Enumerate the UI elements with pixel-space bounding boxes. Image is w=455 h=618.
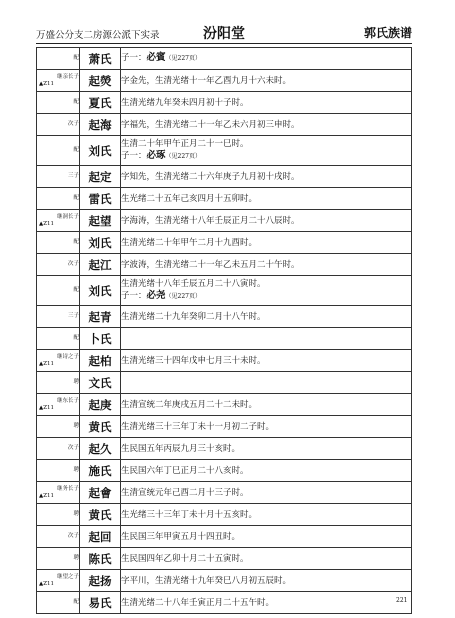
birth-record: 生清光绪三十四年戊申七月三十未时。: [121, 355, 266, 366]
person-details: [121, 136, 412, 166]
relation-cell: [37, 114, 80, 136]
person-name: 起回: [80, 526, 121, 548]
relation-cell: [37, 592, 80, 614]
relation-label: 继诗之子: [56, 354, 79, 360]
birth-record: 生民国五年丙辰九月三十亥时。: [121, 443, 241, 454]
birth-record: 字波涛，生清光绪二十一年乙未五月二十午时。: [121, 259, 300, 270]
birth-record: 生民国四年乙卯十月二十五寅时。: [121, 553, 249, 564]
relation-cell: [37, 438, 80, 460]
son-name: 必琢: [146, 150, 166, 161]
relation-cell: [37, 482, 80, 504]
genealogy-row: [37, 526, 412, 548]
person-details: [121, 276, 412, 306]
person-name: 雷氏: [80, 188, 121, 210]
person-name: 起柏: [80, 350, 121, 372]
son-record: [121, 290, 411, 303]
person-details: [121, 416, 412, 438]
person-name: 陈氏: [80, 548, 121, 570]
genealogy-row: [37, 48, 412, 70]
relation-cell: [37, 254, 80, 276]
birth-record: 生清光绪九年癸未四月初十子时。: [121, 97, 249, 108]
genealogy-row: [37, 416, 412, 438]
genealogy-row: [37, 328, 412, 350]
genealogy-row: [37, 570, 412, 592]
person-name: 起會: [80, 482, 121, 504]
birth-record: 字海涛，生清光绪十八年壬辰正月二十八辰时。: [121, 215, 300, 226]
relation-cell: [37, 570, 80, 592]
relation-cell: [37, 276, 80, 306]
relation-label: 次子: [67, 445, 79, 452]
genealogy-row: [37, 136, 412, 166]
relation-cell: [37, 504, 80, 526]
relation-cell: [37, 232, 80, 254]
birth-record: 生清光绪二十年甲午二月十九酉时。: [121, 237, 258, 248]
person-name: 黄氏: [80, 416, 121, 438]
person-name: 卜氏: [80, 328, 121, 350]
relation-label: 三子: [67, 313, 79, 320]
genealogy-row: [37, 394, 412, 416]
person-name: 文氏: [80, 372, 121, 394]
son-name: 必尧: [146, 290, 166, 301]
page-number: 221: [396, 597, 408, 604]
page-reference: （见227页）: [165, 153, 201, 160]
relation-label: 聘: [73, 555, 79, 562]
person-details: [121, 188, 412, 210]
genealogy-row: [37, 438, 412, 460]
person-name: 起望: [80, 210, 121, 232]
relation-label: 配: [73, 335, 79, 342]
relation-label: 继东长子: [56, 398, 79, 404]
relation-label: 次子: [67, 121, 79, 128]
lineage-ref: ▲Z11: [39, 80, 55, 87]
relation-cell: [37, 460, 80, 482]
person-details: [121, 460, 412, 482]
person-details: [121, 438, 412, 460]
person-name: 起海: [80, 114, 121, 136]
genealogy-row: [37, 592, 412, 614]
son-prefix: 子一：: [121, 53, 147, 63]
birth-record: 生清光绪三十三年丁未十一月初二子时。: [121, 421, 275, 432]
son-name: 必賓: [146, 52, 166, 63]
person-name: 起青: [80, 306, 121, 328]
person-details: [121, 526, 412, 548]
genealogy-row: [37, 482, 412, 504]
birth-record: 生光绪三十三年丁未十月十五亥时。: [121, 509, 258, 520]
birth-record: 生清光绪十八年壬辰五月二十八寅时。: [121, 279, 266, 289]
birth-record: 字福先，生清光绪二十一年乙未六月初三申时。: [121, 119, 300, 130]
birth-record: 生清光绪二十九年癸卯二月十八午时。: [121, 311, 266, 322]
genealogy-row: [37, 166, 412, 188]
genealogy-row: [37, 350, 412, 372]
relation-cell: [37, 372, 80, 394]
person-details: [121, 350, 412, 372]
relation-label: 配: [73, 99, 79, 106]
person-details: [121, 504, 412, 526]
relation-label: 继亲长子: [56, 74, 79, 80]
page-reference: （见227页）: [165, 55, 201, 62]
person-details: [121, 328, 412, 350]
relation-cell: [37, 416, 80, 438]
header-hall-name: 汾阳堂: [203, 26, 245, 42]
header-divider: [36, 43, 412, 44]
relation-label: 聘: [73, 511, 79, 518]
relation-label: 聘: [73, 423, 79, 430]
relation-cell: [37, 92, 80, 114]
header-lineage-title: 万盛公分支二房源公派下实录: [36, 30, 160, 41]
relation-label: 次子: [67, 533, 79, 540]
relation-label: 配: [73, 195, 79, 202]
relation-cell: [37, 188, 80, 210]
relation-label: 配: [73, 599, 79, 606]
birth-record: 字金先，生清光绪十一年乙酉九月十六未时。: [121, 75, 292, 86]
relation-label: 继洞长子: [56, 214, 79, 220]
person-name: 夏氏: [80, 92, 121, 114]
person-details: [121, 48, 412, 70]
person-details: [121, 592, 412, 614]
relation-cell: [37, 136, 80, 166]
lineage-ref: ▲Z11: [39, 220, 55, 227]
relation-cell: [37, 48, 80, 70]
person-name: 起江: [80, 254, 121, 276]
person-details: [121, 92, 412, 114]
genealogy-row: [37, 276, 412, 306]
genealogy-row: [37, 232, 412, 254]
person-name: 黄氏: [80, 504, 121, 526]
relation-cell: [37, 306, 80, 328]
relation-cell: [37, 526, 80, 548]
lineage-ref: ▲Z11: [39, 580, 55, 587]
birth-record: 生清光绪二十八年壬寅正月二十五午时。: [121, 597, 275, 608]
relation-label: 配: [73, 55, 79, 62]
birth-record: 生光绪二十五年己亥四月十五卯时。: [121, 193, 258, 204]
son-prefix: 子一：: [121, 151, 147, 161]
person-details: [121, 306, 412, 328]
person-name: 起定: [80, 166, 121, 188]
person-name: 萧氏: [80, 48, 121, 70]
lineage-ref: ▲Z11: [39, 360, 55, 367]
son-record: [121, 52, 411, 65]
birth-record: 字平川，生清光绪十九年癸巳八月初五辰时。: [121, 575, 292, 586]
person-details: [121, 232, 412, 254]
person-name: 刘氏: [80, 232, 121, 254]
person-name: 施氏: [80, 460, 121, 482]
relation-cell: [37, 394, 80, 416]
genealogy-row: [37, 254, 412, 276]
genealogy-row: [37, 504, 412, 526]
birth-record: 字知先，生清光绪二十六年庚子九月初十戌时。: [121, 171, 300, 182]
genealogy-row: [37, 114, 412, 136]
birth-record: 生民国六年丁巳正月二十八亥时。: [121, 465, 249, 476]
genealogy-row: [37, 460, 412, 482]
page-header: [36, 22, 412, 42]
person-details: [121, 372, 412, 394]
genealogy-row: [37, 306, 412, 328]
person-details: [121, 570, 412, 592]
genealogy-row: [37, 188, 412, 210]
person-details: [121, 394, 412, 416]
son-prefix: 子一：: [121, 291, 147, 301]
person-name: 刘氏: [80, 136, 121, 166]
genealogy-row: [37, 372, 412, 394]
person-name: 起扬: [80, 570, 121, 592]
header-book-title: 郭氏族谱: [363, 26, 412, 40]
relation-cell: [37, 70, 80, 92]
relation-label: 继望之子: [56, 574, 79, 580]
relation-label: 配: [73, 147, 79, 154]
relation-cell: [37, 166, 80, 188]
birth-record: 生清宣统元年己酉二月十三子时。: [121, 487, 249, 498]
birth-record: 生民国三年甲寅五月十四丑时。: [121, 531, 241, 542]
relation-label: 次子: [67, 261, 79, 268]
relation-label: 配: [73, 239, 79, 246]
person-details: [121, 166, 412, 188]
genealogy-table: [36, 47, 412, 614]
genealogy-row: [37, 70, 412, 92]
person-name: 易氏: [80, 592, 121, 614]
lineage-ref: ▲Z11: [39, 404, 55, 411]
person-name: 起久: [80, 438, 121, 460]
relation-cell: [37, 548, 80, 570]
genealogy-row: [37, 210, 412, 232]
birth-record: 生清宣统二年庚戌五月二十二未时。: [121, 399, 258, 410]
person-details: [121, 114, 412, 136]
relation-label: 三子: [67, 173, 79, 180]
person-name: 起熒: [80, 70, 121, 92]
relation-cell: [37, 350, 80, 372]
relation-cell: [37, 210, 80, 232]
relation-cell: [37, 328, 80, 350]
person-name: 刘氏: [80, 276, 121, 306]
relation-label: 聘: [73, 379, 79, 386]
lineage-ref: ▲Z11: [39, 492, 55, 499]
person-details: [121, 548, 412, 570]
genealogy-row: [37, 92, 412, 114]
genealogy-row: [37, 548, 412, 570]
person-details: [121, 482, 412, 504]
person-details: [121, 210, 412, 232]
son-record: [121, 150, 411, 163]
person-details: [121, 70, 412, 92]
relation-label: 聘: [73, 467, 79, 474]
relation-label: 配: [73, 287, 79, 294]
person-details: [121, 254, 412, 276]
page-reference: （见227页）: [165, 293, 201, 300]
person-name: 起庚: [80, 394, 121, 416]
birth-record: 生清二十年甲午正月二十一巳时。: [121, 139, 249, 149]
relation-label: 继务长子: [56, 486, 79, 492]
